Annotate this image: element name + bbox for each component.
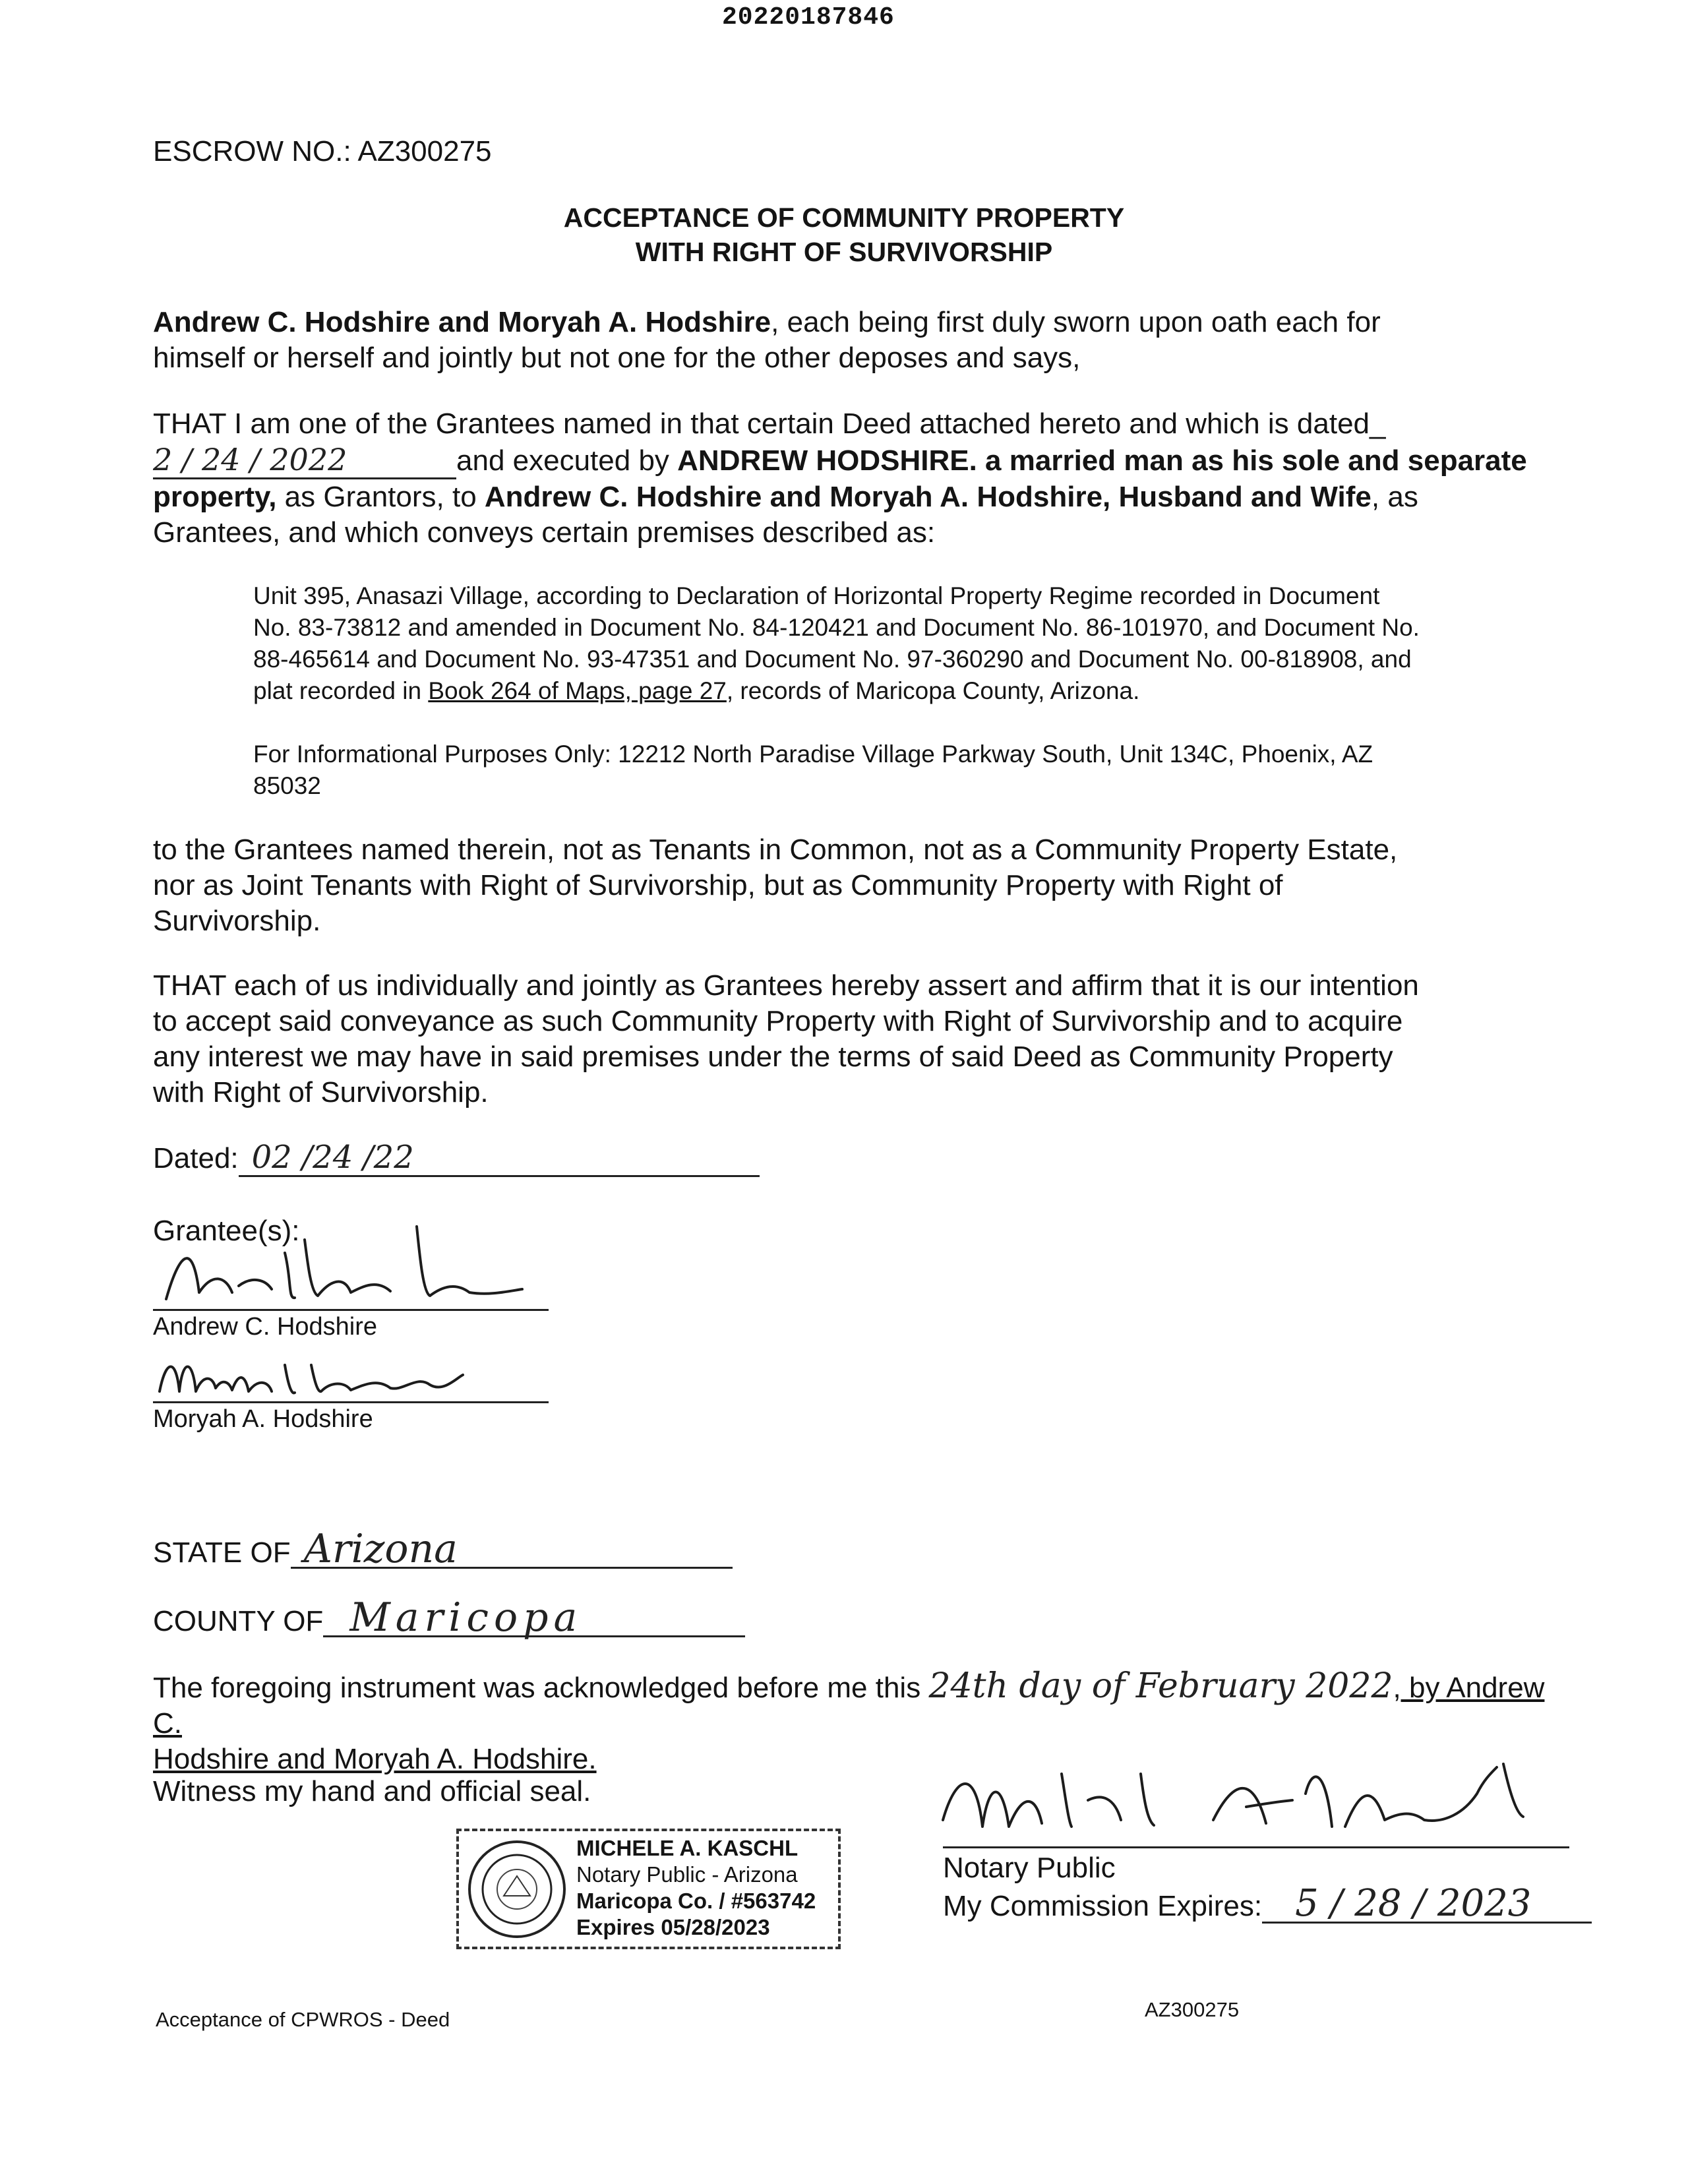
deed-line1: THAT I am one of the Grantees named in that certain Deed attached hereto and which is dated <box>153 408 1370 440</box>
info-line-1: For Informational Purposes Only: 12212 North Paradise Village Parkway South, Unit 134C, Phoenix, AZ <box>253 741 1373 768</box>
plat-reference: Book 264 of Maps, page 27 <box>428 677 727 704</box>
tenancy-line-1: to the Grantees named therein, not as Tenants in Common, not as a Community Property Estate, <box>153 834 1398 866</box>
affirm-line-4: with Right of Survivorship. <box>153 1076 489 1108</box>
deed-line4: Grantees, and which conveys certain premises described as: <box>153 516 936 549</box>
signature-andrew <box>153 1213 549 1312</box>
stamp-name: MICHELE A. KASCHL <box>576 1836 799 1860</box>
deed-executed-by: and executed by <box>456 444 678 477</box>
ack-names: Hodshire and Moryah A. Hodshire. <box>153 1743 597 1775</box>
county-value: Maricopa <box>323 1600 745 1637</box>
signature-line-1 <box>153 1309 549 1311</box>
grantee-names: Andrew C. Hodshire and Moryah A. Hodshire <box>153 306 771 338</box>
state-row <box>153 1526 944 1572</box>
deed-line3-bold: property, <box>153 481 277 513</box>
intro-line2: himself or herself and jointly but not one for the other deposes and says, <box>153 342 1081 374</box>
legal-description <box>253 580 1572 707</box>
info-line-2: 85032 <box>253 772 321 799</box>
tenancy-paragraph <box>153 832 1564 939</box>
notary-stamp <box>456 1829 841 1949</box>
escrow-number: ESCROW NO.: AZ300275 <box>153 135 492 167</box>
affirmation-paragraph <box>153 968 1564 1110</box>
county-row <box>153 1594 944 1641</box>
intro-paragraph <box>153 305 1564 376</box>
deed-line3-mid: as Grantors, to <box>276 481 485 513</box>
commission-label: My Commission Expires: <box>943 1890 1263 1922</box>
stamp-line-3: Maricopa Co. / #563742 <box>576 1889 816 1913</box>
deed-line3-end: , as <box>1371 481 1418 513</box>
tenancy-line-2: nor as Joint Tenants with Right of Survivorship, but as Community Property with Right of <box>153 869 1283 901</box>
legal-line-1: Unit 395, Anasazi Village, according to Declaration of Horizontal Property Regime recorded in Document <box>253 582 1380 609</box>
grantees-label: Grantee(s): <box>153 1215 300 1247</box>
witness-line: Witness my hand and official seal. <box>153 1775 591 1807</box>
notary-public-label: Notary Public <box>943 1852 1116 1884</box>
signature-line-2 <box>153 1401 549 1403</box>
grantee-name-2: Moryah A. Hodshire <box>153 1405 373 1433</box>
affirm-line-1: THAT each of us individually and jointly as Grantees hereby assert and affirm that it is our intention <box>153 969 1419 1002</box>
notary-signature <box>936 1754 1582 1846</box>
dated-row <box>153 1139 812 1177</box>
legal-line-2: No. 83-73812 and amended in Document No. 84-120421 and Document No. 86-101970, and Document No. <box>253 614 1420 641</box>
deed-handwritten-date: 2 / 24 / 2022 <box>153 442 456 479</box>
legal-line-4-pre: plat recorded in <box>253 677 429 704</box>
affirm-line-3: any interest we may have in said premises under the terms of said Deed as Community Property <box>153 1041 1393 1073</box>
tenancy-line-3: Survivorship. <box>153 905 321 937</box>
state-value: Arizona <box>291 1531 733 1569</box>
county-label: COUNTY OF <box>153 1605 324 1637</box>
ack-by: , by Andrew C. <box>153 1672 1545 1740</box>
grantee-name-1: Andrew C. Hodshire <box>153 1313 378 1341</box>
intro-line1-rest: , each being first duly sworn upon oath each for <box>771 306 1381 338</box>
commission-value: 5 / 28 / 2023 <box>1262 1886 1592 1924</box>
recording-number: 20220187846 <box>722 3 895 32</box>
state-label: STATE OF <box>153 1536 291 1569</box>
stamp-line-4: Expires 05/28/2023 <box>576 1915 770 1939</box>
footer-right: AZ300275 <box>1145 1998 1240 2021</box>
ack-date: 24th day of February 2022 <box>928 1666 1393 1706</box>
legal-line-3: 88-465614 and Document No. 93-47351 and Document No. 97-360290 and Document No. 00-818908, and <box>253 646 1412 673</box>
dated-label: Dated: <box>153 1142 239 1174</box>
ack-text: The foregoing instrument was acknowledged before me this <box>153 1672 921 1704</box>
dated-value: 02 /24 /22 <box>239 1139 760 1177</box>
document-title-line-2: WITH RIGHT OF SURVIVORSHIP <box>635 237 1053 267</box>
affirm-line-2: to accept said conveyance as such Community Property with Right of Survivorship and to acquire <box>153 1005 1403 1037</box>
deed-clause: THAT I am one of the Grantees named in that certain Deed attached hereto and which is dated_ 2 / 24 / 2022 and executed by ANDREW HODSHIRE. a married man as his sole and separate property, as Grantors, to Andrew C. Hodshire and Moryah A. Hodshire, Husband and Wife, as Grantees, and which conveys certain premises described as: <box>153 406 1564 551</box>
informational-address <box>253 739 1572 802</box>
notary-signature-line <box>943 1846 1569 1848</box>
commission-row <box>943 1882 1668 1925</box>
signature-moryah <box>153 1345 549 1405</box>
deed-line3-bold2: Andrew C. Hodshire and Moryah A. Hodshire, Husband and Wife <box>484 481 1372 513</box>
legal-line-4-post: , records of Maricopa County, Arizona. <box>726 677 1140 704</box>
document-title-line-1: ACCEPTANCE OF COMMUNITY PROPERTY <box>563 202 1125 233</box>
grantor-bold: ANDREW HODSHIRE. a married man as his sole and separate <box>677 444 1527 477</box>
footer-left: Acceptance of CPWROS - Deed <box>156 2008 450 2031</box>
stamp-line-2: Notary Public - Arizona <box>576 1862 798 1887</box>
state-seal-icon <box>464 1836 570 1942</box>
